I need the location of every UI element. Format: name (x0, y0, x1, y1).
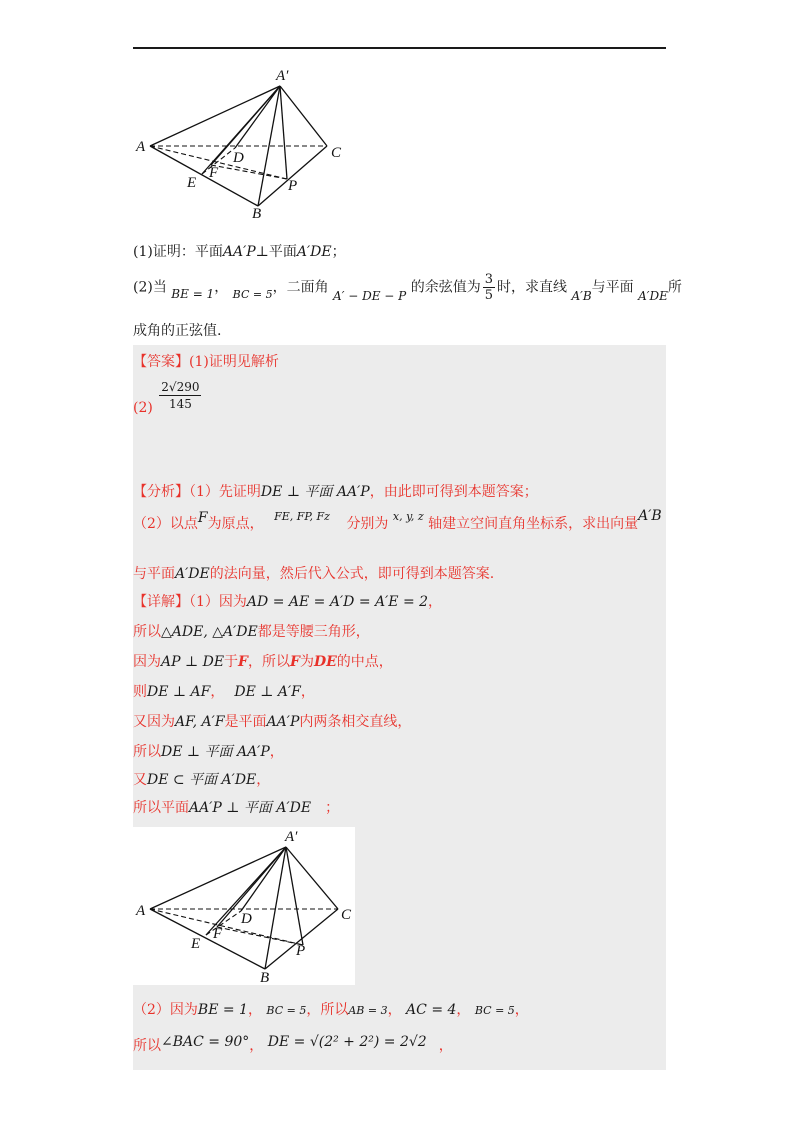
detail-l3a: 因为 (133, 654, 161, 670)
detail-l4c: ， (300, 684, 315, 700)
detail-l9-bc2: BC = 5 (474, 1004, 515, 1017)
analysis-line-3 (133, 563, 494, 583)
detail-l3b: 于 (224, 654, 239, 670)
detail-l3e: 的中点， (336, 654, 393, 670)
q2-line: A′B (571, 288, 592, 303)
pyramid-figure-top (133, 62, 363, 224)
edge-Aprime-B-2 (265, 847, 286, 969)
detail-l9-ac: AC = 4 (406, 1002, 457, 1018)
detail-l9-bc: BC = 5 (266, 1004, 307, 1017)
q2-with: 与平面 (591, 279, 634, 296)
analysis-p2-axes: FE, FP, Fz (274, 510, 330, 523)
detail-line-3 (133, 651, 393, 671)
detail-line-6 (133, 741, 284, 761)
detail-l8a: 所以平面 (133, 800, 189, 816)
detail-l7b: ， (256, 772, 271, 788)
detail-l5-plane: AA′P (266, 714, 300, 730)
label-D: D (233, 150, 244, 166)
detail-line-4 (133, 681, 315, 701)
label-C: C (331, 145, 342, 161)
analysis-p2-xyz: x, y, z (392, 510, 424, 523)
analysis-line-2 (133, 508, 662, 533)
label-F: F (209, 165, 219, 181)
label-A: A (136, 139, 146, 155)
dashed-E-D (202, 148, 235, 174)
analysis-tag: 【分析】 (133, 484, 189, 500)
answer-2-fraction (159, 379, 201, 412)
label-Aprime-2: A′ (285, 829, 298, 845)
analysis-p2-f: F (197, 510, 208, 526)
question-2 (133, 272, 682, 303)
detail-line-1 (133, 591, 442, 611)
q2-plane: A′DE (638, 288, 668, 303)
detail-l8b: ； (325, 800, 340, 816)
q2-when: 时，求直线 (496, 279, 567, 296)
edge-A-Aprime (150, 86, 280, 146)
answer-tag: 【答案】 (133, 354, 189, 370)
label-A-2: A (136, 903, 146, 919)
detail-l7a: 又 (133, 772, 147, 788)
analysis-p3b: 的法向量，然后代入公式，即可得到本题答案. (209, 566, 495, 582)
detail-l8-expr: AA′P ⊥ 平面 A′DE (189, 800, 312, 816)
detail-l9-be: BE = 1 (197, 1002, 248, 1018)
detail-l6a: 所以 (133, 744, 161, 760)
label-F-2: F (213, 926, 223, 942)
edge-Aprime-C-2 (286, 847, 338, 909)
q2-cos: 的余弦值为 (410, 279, 481, 296)
detail-l9b: ， (247, 1002, 262, 1018)
analysis-p1b: ，由此即可得到本题答案； (369, 484, 538, 500)
answer-1: (1)证明见解析 (189, 354, 279, 370)
label-E: E (187, 175, 197, 191)
answer-2-label: (2) (133, 399, 153, 416)
detail-l4a: 则 (133, 684, 147, 700)
analysis-p3a: 与平面 (133, 566, 175, 582)
detail-l1a: （1）因为 (189, 594, 247, 610)
detail-tag: 【详解】 (133, 594, 189, 610)
edge-Aprime-P-2 (286, 847, 303, 945)
analysis-p3-plane: A′DE (175, 566, 210, 582)
label-B: B (252, 206, 262, 222)
edge-Aprime-C (280, 86, 327, 146)
detail-l10a: 所以 (133, 1038, 161, 1054)
q2-frac-num: 3 (484, 272, 493, 287)
question-2-line2: 成角的正弦值. (133, 323, 222, 339)
edge-A-Aprime-2 (150, 847, 286, 909)
label-P-2: P (296, 943, 306, 959)
q2-prefix: (2)当 (133, 279, 167, 296)
q2-comma1: ， (214, 279, 229, 296)
detail-l9a: （2）因为 (133, 1002, 198, 1018)
detail-l3d: 为 (299, 654, 314, 670)
label-B-2: B (260, 970, 270, 985)
header-rule (133, 47, 666, 49)
detail-l9e: ， (456, 1002, 471, 1018)
label-Aprime: A′ (276, 68, 289, 84)
analysis-p2a: （2）以点 (133, 516, 198, 532)
detail-l3c: ，所以 (248, 654, 290, 670)
detail-l9c: ，所以 (306, 1002, 349, 1018)
q2-angle: A′ − DE − P (333, 288, 407, 303)
q2-comma2: ，二面角 (272, 279, 329, 296)
detail-l9d: ， (387, 1002, 402, 1018)
analysis-p2c: 分别为 (346, 516, 389, 532)
answer-line-2 (133, 379, 203, 416)
analysis-p2-vec: A′B (638, 508, 662, 524)
q1-prefix: (1)证明：平面 (133, 244, 223, 260)
edge-Aprime-F (211, 86, 280, 165)
answer-2-num: 2√290 (161, 380, 200, 394)
label-D-2: D (241, 911, 252, 927)
q2-frac-den: 5 (484, 288, 493, 303)
detail-line-5 (133, 711, 411, 731)
q1-perp: ⊥平面 (255, 244, 297, 260)
answer-line-1 (133, 351, 279, 371)
detail-l5-expr: AF, A′F (175, 714, 225, 730)
edge-Aprime-P (280, 86, 287, 179)
q1-plane2: A′DE (296, 244, 332, 260)
detail-l3-f: F (238, 654, 248, 670)
q2-fraction (483, 272, 495, 303)
detail-l5a: 又因为 (133, 714, 175, 730)
pyramid-figure-bottom (133, 827, 355, 985)
question-1 (133, 241, 346, 261)
q2-suo: 所 (667, 279, 682, 296)
analysis-p1-expr: DE ⊥ 平面 AA′P (260, 484, 370, 500)
detail-l9-ab: AB = 3 (348, 1004, 388, 1017)
detail-l10c: ， (438, 1038, 453, 1054)
edge-Aprime-D (235, 86, 280, 148)
detail-l3-f2: F (290, 654, 300, 670)
detail-l10-de: DE = √(2² + 2²) = 2√2 (267, 1034, 427, 1050)
analysis-p1a: （1）先证明 (189, 484, 261, 500)
detail-l3-de: DE (313, 654, 337, 670)
detail-l4-e2: DE ⊥ A′F (234, 684, 301, 700)
label-C-2: C (341, 907, 352, 923)
q2-bc: BC = 5 (232, 287, 273, 301)
detail-l4-e1: DE ⊥ AF (147, 684, 211, 700)
detail-l10-angle: ∠BAC = 90° (161, 1034, 250, 1050)
detail-l3-expr: AP ⊥ DE (161, 654, 225, 670)
answer-2-den: 145 (168, 397, 192, 411)
dashed-A-P-2 (150, 909, 303, 945)
detail-line-9 (133, 999, 529, 1019)
label-E-2: E (191, 936, 201, 952)
analysis-p2d: 轴建立空间直角坐标系，求出向量 (428, 516, 639, 532)
q1-end: ； (331, 244, 346, 260)
detail-line-2 (133, 621, 370, 641)
label-P: P (288, 178, 298, 194)
detail-l6b: ， (269, 744, 284, 760)
dashed-F-P-2 (217, 927, 303, 945)
edge-Aprime-B (258, 86, 280, 206)
detail-l10b: ， (249, 1038, 264, 1054)
detail-l2b: 都是等腰三角形， (257, 624, 370, 640)
detail-l2-tri: △ADE, △A′DE (161, 624, 258, 640)
analysis-p2b: 为原点， (207, 516, 264, 532)
detail-l4b: ， (210, 684, 225, 700)
detail-line-10 (133, 1035, 453, 1055)
detail-l6-expr: DE ⊥ 平面 AA′P (161, 744, 270, 760)
detail-l2a: 所以 (133, 624, 161, 640)
analysis-line-1 (133, 481, 538, 501)
q2-be: BE = 1 (171, 286, 215, 301)
detail-l7-expr: DE ⊂ 平面 A′DE (147, 772, 257, 788)
detail-l9f: ， (514, 1002, 529, 1018)
q1-plane1: AA′P (222, 244, 256, 260)
detail-line-7 (133, 769, 270, 789)
detail-l1b: ， (428, 594, 443, 610)
detail-line-8 (133, 797, 339, 817)
dashed-F-P (211, 165, 287, 179)
detail-l5c: 内两条相交直线， (299, 714, 412, 730)
detail-l1-eq: AD = AE = A′D = A′E = 2 (246, 594, 429, 610)
detail-l5b: 是平面 (224, 714, 267, 730)
